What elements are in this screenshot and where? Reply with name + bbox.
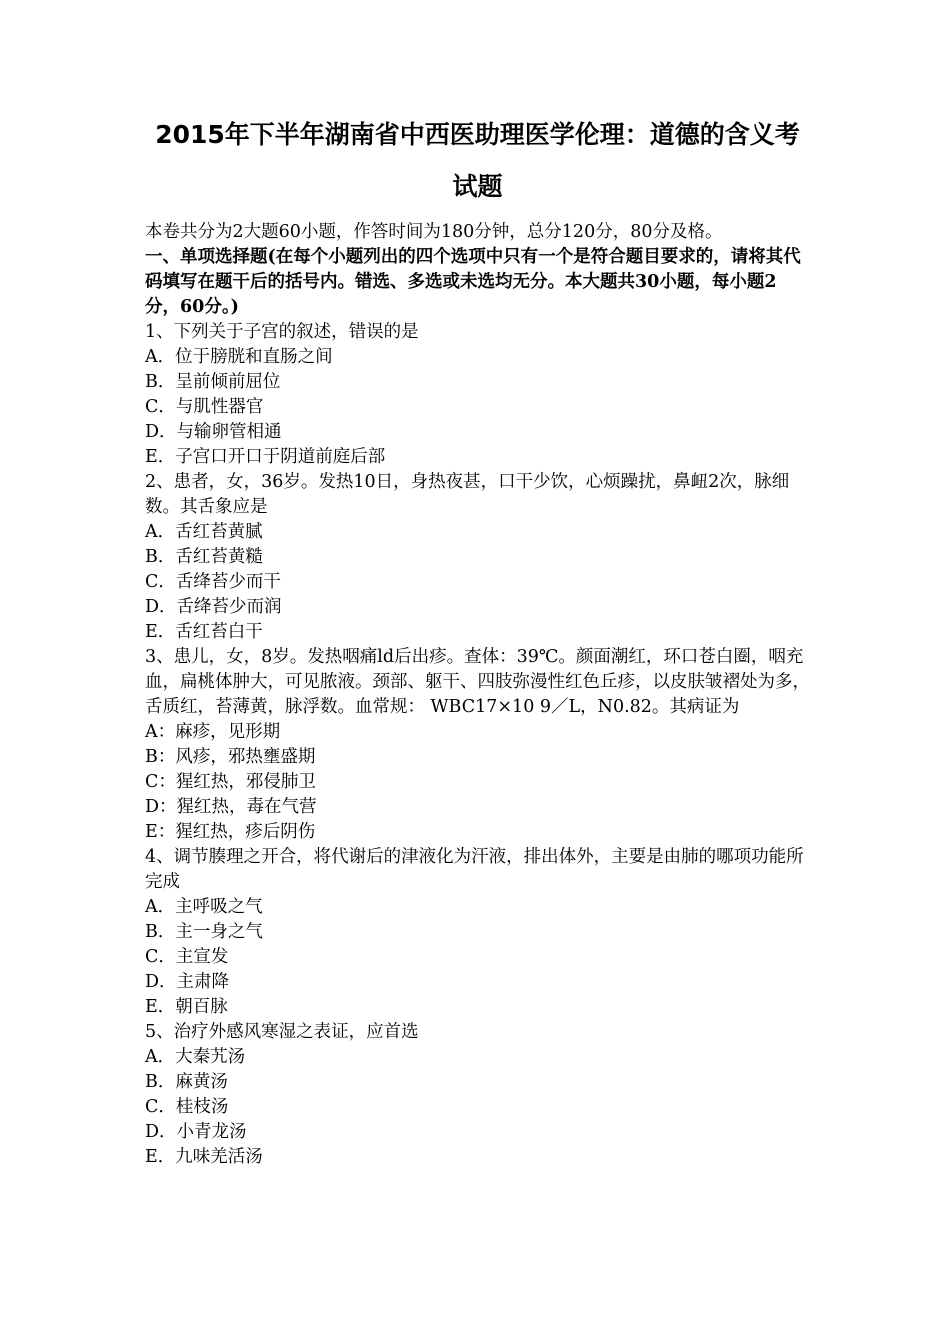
answer-option: A．大秦艽汤 (145, 1047, 246, 1067)
answer-option: B：风疹，邪热壅盛期 (145, 747, 316, 767)
answer-option: B．呈前倾前屈位 (145, 372, 281, 392)
question-item (145, 1020, 810, 1170)
answer-option: E．朝百脉 (145, 997, 228, 1017)
answer-option: A．舌红苔黄腻 (145, 522, 263, 542)
question-stem: 3、患儿，女，8岁。发热咽痛ld后出疹。查体：39℃。颜面潮红，环口苍白圈，咽充血，扁桃体肿大，可见脓液。颈部、躯干、四肢弥漫性红色丘疹，以皮肤皱褶处为多，舌质红，苔薄黄，脉浮数。血常规： WBC17×10 9／L，N0.82。其病证为 (145, 647, 810, 717)
answer-option: C：猩红热，邪侵肺卫 (145, 772, 316, 792)
answer-option: D．与输卵管相通 (145, 422, 282, 442)
answer-option: D．舌绛苔少而润 (145, 597, 282, 617)
document-body (145, 220, 810, 1170)
answer-option: C．主宣发 (145, 947, 229, 967)
answer-option: D．主肃降 (145, 972, 230, 992)
answer-option: B．主一身之气 (145, 922, 263, 942)
question-stem: 4、调节腠理之开合，将代谢后的津液化为汗液，排出体外，主要是由肺的哪项功能所完成 (145, 847, 804, 892)
question-item (145, 645, 810, 845)
answer-option: B．麻黄汤 (145, 1072, 228, 1092)
title-line-1: 2015年下半年湖南省中西医助理医学伦理：道德的含义考 (155, 120, 800, 149)
question-item (145, 470, 810, 645)
answer-option: E．子宫口开口于阴道前庭后部 (145, 447, 386, 467)
answer-option: C．与肌性器官 (145, 397, 264, 417)
answer-option: E．舌红苔白干 (145, 622, 263, 642)
answer-option: A．位于膀胱和直肠之间 (145, 347, 333, 367)
title-line-2: 试题 (452, 172, 503, 201)
question-stem: 5、治疗外感风寒湿之表证，应首选 (145, 1022, 419, 1042)
question-stem: 1、下列关于子宫的叙述，错误的是 (145, 322, 419, 342)
exam-intro: 本卷共分为2大题60小题，作答时间为180分钟，总分120分，80分及格。 (145, 222, 723, 242)
answer-option: C．舌绛苔少而干 (145, 572, 281, 592)
document-page (145, 118, 810, 1170)
question-item (145, 845, 810, 1020)
document-title (145, 118, 810, 204)
answer-option: A：麻疹，见形期 (145, 722, 281, 742)
answer-option: B．舌红苔黄糙 (145, 547, 263, 567)
question-stem: 2、患者，女，36岁。发热10日，身热夜甚，口干少饮，心烦躁扰，鼻衄2次，脉细数。其舌象应是 (145, 472, 790, 517)
answer-option: E：猩红热，疹后阴伤 (145, 822, 316, 842)
answer-option: D．小青龙汤 (145, 1122, 247, 1142)
answer-option: D：猩红热，毒在气营 (145, 797, 317, 817)
answer-option: C．桂枝汤 (145, 1097, 229, 1117)
question-list (145, 320, 810, 1170)
question-item (145, 320, 810, 470)
answer-option: A．主呼吸之气 (145, 897, 263, 917)
answer-option: E．九味羌活汤 (145, 1147, 263, 1167)
section-heading: 一、单项选择题(在每个小题列出的四个选项中只有一个是符合题目要求的，请将其代码填写在题干后的括号内。错选、多选或未选均无分。本大题共30小题，每小题2分，60分。) (145, 247, 801, 317)
